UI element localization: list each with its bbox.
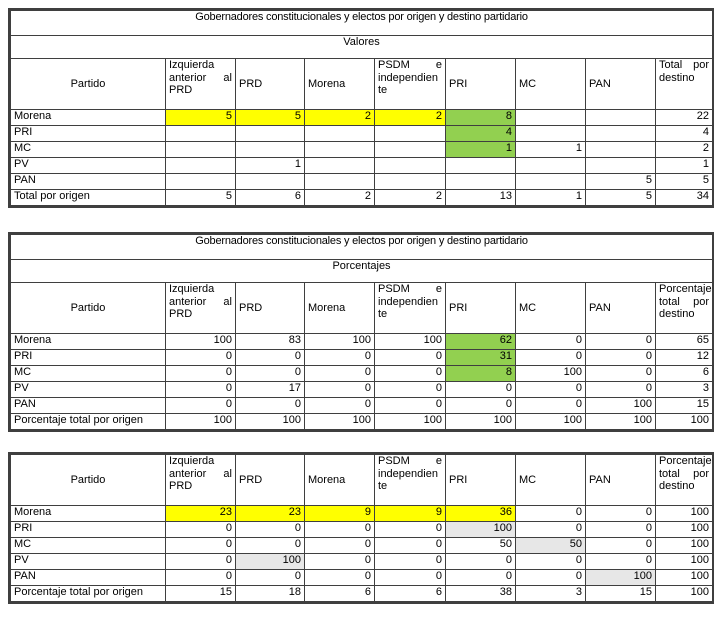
data-cell: 3 bbox=[516, 586, 586, 602]
data-cell bbox=[586, 110, 656, 126]
data-cell bbox=[236, 142, 305, 158]
data-cell: 15 bbox=[586, 586, 656, 602]
header-line-2: independien bbox=[378, 71, 438, 84]
data-cell: 4 bbox=[446, 126, 516, 142]
header-line-3: destino bbox=[659, 480, 695, 492]
data-cell: 0 bbox=[446, 554, 516, 570]
data-cell: 23 bbox=[236, 506, 305, 522]
data-cell: 0 bbox=[586, 522, 656, 538]
table-row bbox=[11, 382, 713, 398]
data-cell bbox=[305, 174, 375, 190]
column-header-prd: PRD bbox=[236, 283, 305, 334]
table-subtitle: Valores bbox=[11, 36, 713, 59]
table-row bbox=[11, 506, 713, 522]
data-cell: 100 bbox=[656, 570, 713, 586]
column-header-porcentaje-total-por-destino bbox=[656, 455, 713, 506]
header-line-1: PSDM e bbox=[378, 283, 442, 295]
data-cell bbox=[375, 142, 446, 158]
row-label: Morena bbox=[11, 506, 166, 522]
data-cell: 50 bbox=[516, 538, 586, 554]
table-subtitle-row bbox=[11, 36, 713, 59]
column-header-pri: PRI bbox=[446, 59, 516, 110]
data-cell: 8 bbox=[446, 366, 516, 382]
data-cell bbox=[305, 142, 375, 158]
data-cell: 5 bbox=[166, 190, 236, 206]
table-subtitle: Porcentajes bbox=[11, 260, 713, 283]
row-label: Morena bbox=[11, 334, 166, 350]
data-cell: 34 bbox=[656, 190, 713, 206]
data-cell: 100 bbox=[516, 414, 586, 430]
data-cell bbox=[305, 126, 375, 142]
data-cell: 1 bbox=[516, 190, 586, 206]
table-body bbox=[11, 506, 713, 602]
header-line-3: destino bbox=[659, 308, 695, 320]
header-line-1: Izquierda bbox=[169, 59, 215, 71]
data-cell: 0 bbox=[166, 522, 236, 538]
data-cell: 0 bbox=[305, 366, 375, 382]
row-label: PRI bbox=[11, 350, 166, 366]
data-cell: 0 bbox=[586, 382, 656, 398]
data-cell: 5 bbox=[166, 110, 236, 126]
header-line-1: Izquierda bbox=[169, 455, 215, 467]
table-header-row bbox=[11, 59, 713, 110]
data-cell: 0 bbox=[236, 522, 305, 538]
data-cell: 6 bbox=[656, 366, 713, 382]
data-cell bbox=[236, 126, 305, 142]
row-label: PV bbox=[11, 554, 166, 570]
data-cell: 2 bbox=[305, 110, 375, 126]
row-label: PRI bbox=[11, 522, 166, 538]
data-cell: 83 bbox=[236, 334, 305, 350]
table-row bbox=[11, 158, 713, 174]
data-cell: 100 bbox=[236, 554, 305, 570]
data-cell: 0 bbox=[305, 398, 375, 414]
data-cell bbox=[586, 158, 656, 174]
data-cell bbox=[516, 126, 586, 142]
column-header-mc: MC bbox=[516, 59, 586, 110]
column-header-izquierda-anterior-al-prd bbox=[166, 283, 236, 334]
table-row bbox=[11, 174, 713, 190]
table-row bbox=[11, 366, 713, 382]
data-cell: 15 bbox=[656, 398, 713, 414]
column-header-partido: Partido bbox=[11, 283, 166, 334]
data-cell: 31 bbox=[446, 350, 516, 366]
data-cell: 2 bbox=[305, 190, 375, 206]
data-cell: 100 bbox=[586, 398, 656, 414]
header-line-3: PRD bbox=[169, 308, 193, 320]
data-cell: 0 bbox=[305, 522, 375, 538]
table bbox=[10, 10, 713, 206]
data-cell: 0 bbox=[166, 382, 236, 398]
header-line-3: te bbox=[378, 84, 388, 96]
data-cell: 0 bbox=[305, 554, 375, 570]
column-header-prd: PRD bbox=[236, 455, 305, 506]
data-cell: 5 bbox=[586, 190, 656, 206]
column-header-pri: PRI bbox=[446, 455, 516, 506]
data-cell: 1 bbox=[446, 142, 516, 158]
data-cell: 12 bbox=[656, 350, 713, 366]
header-line-3: PRD bbox=[169, 84, 193, 96]
data-cell: 0 bbox=[516, 398, 586, 414]
data-cell: 3 bbox=[656, 382, 713, 398]
table-title: Gobernadores constitucionales y electos por origen y destino partidario bbox=[11, 235, 713, 260]
row-label: Total por origen bbox=[11, 190, 166, 206]
header-line-3: destino bbox=[659, 71, 695, 84]
data-cell: 6 bbox=[305, 586, 375, 602]
data-cell: 0 bbox=[446, 382, 516, 398]
data-cell: 18 bbox=[236, 586, 305, 602]
data-cell: 0 bbox=[516, 554, 586, 570]
data-cell: 0 bbox=[586, 350, 656, 366]
row-label: MC bbox=[11, 538, 166, 554]
row-label: PAN bbox=[11, 398, 166, 414]
table-porcentajes-por-origen bbox=[8, 452, 714, 604]
data-cell: 0 bbox=[305, 350, 375, 366]
column-header-morena: Morena bbox=[305, 283, 375, 334]
header-line-1: PSDM e bbox=[378, 455, 442, 467]
data-cell: 2 bbox=[656, 142, 713, 158]
header-line-2: anterior al bbox=[169, 295, 232, 308]
data-cell: 0 bbox=[166, 398, 236, 414]
header-line-1: Porcentaje bbox=[659, 455, 712, 467]
data-cell bbox=[516, 110, 586, 126]
column-header-pan: PAN bbox=[586, 283, 656, 334]
data-cell: 100 bbox=[586, 570, 656, 586]
row-label: PRI bbox=[11, 126, 166, 142]
data-cell: 5 bbox=[656, 174, 713, 190]
header-line-2: total por bbox=[659, 295, 710, 308]
data-cell: 38 bbox=[446, 586, 516, 602]
header-line-1: PSDM e bbox=[378, 59, 442, 71]
data-cell: 100 bbox=[586, 414, 656, 430]
row-label: MC bbox=[11, 366, 166, 382]
header-line-3: te bbox=[378, 308, 388, 320]
table-valores bbox=[8, 8, 714, 208]
data-cell: 100 bbox=[236, 414, 305, 430]
data-cell: 0 bbox=[516, 382, 586, 398]
column-header-morena: Morena bbox=[305, 59, 375, 110]
table-header-row bbox=[11, 283, 713, 334]
table-row bbox=[11, 554, 713, 570]
row-label: PV bbox=[11, 158, 166, 174]
data-cell bbox=[166, 126, 236, 142]
table-row bbox=[11, 350, 713, 366]
data-cell: 0 bbox=[166, 366, 236, 382]
data-cell: 100 bbox=[446, 414, 516, 430]
table-row bbox=[11, 190, 713, 206]
column-header-pri: PRI bbox=[446, 283, 516, 334]
column-header-pan: PAN bbox=[586, 59, 656, 110]
data-cell: 0 bbox=[236, 570, 305, 586]
column-header-psdm-e-independiente bbox=[375, 455, 446, 506]
data-cell bbox=[166, 158, 236, 174]
table-body bbox=[11, 110, 713, 206]
table-row bbox=[11, 142, 713, 158]
column-header-psdm-e-independiente bbox=[375, 59, 446, 110]
data-cell: 0 bbox=[236, 350, 305, 366]
data-cell: 1 bbox=[656, 158, 713, 174]
row-label: PV bbox=[11, 382, 166, 398]
data-cell: 9 bbox=[375, 506, 446, 522]
data-cell bbox=[446, 158, 516, 174]
data-cell: 36 bbox=[446, 506, 516, 522]
data-cell: 0 bbox=[516, 350, 586, 366]
data-cell bbox=[586, 142, 656, 158]
column-header-pan: PAN bbox=[586, 455, 656, 506]
data-cell: 0 bbox=[236, 366, 305, 382]
table-title-row bbox=[11, 11, 713, 36]
data-cell: 0 bbox=[305, 538, 375, 554]
data-cell: 100 bbox=[516, 366, 586, 382]
data-cell: 100 bbox=[656, 538, 713, 554]
data-cell: 65 bbox=[656, 334, 713, 350]
table-row bbox=[11, 586, 713, 602]
column-header-mc: MC bbox=[516, 455, 586, 506]
data-cell: 1 bbox=[236, 158, 305, 174]
row-label: PAN bbox=[11, 174, 166, 190]
data-cell: 0 bbox=[446, 398, 516, 414]
data-cell: 6 bbox=[375, 586, 446, 602]
data-cell bbox=[375, 126, 446, 142]
data-cell: 0 bbox=[375, 398, 446, 414]
data-cell: 0 bbox=[305, 570, 375, 586]
data-cell: 4 bbox=[656, 126, 713, 142]
data-cell: 0 bbox=[586, 538, 656, 554]
data-cell: 17 bbox=[236, 382, 305, 398]
data-cell: 0 bbox=[375, 366, 446, 382]
data-cell: 15 bbox=[166, 586, 236, 602]
data-cell: 100 bbox=[166, 334, 236, 350]
header-line-3: PRD bbox=[169, 480, 193, 492]
data-cell bbox=[375, 158, 446, 174]
data-cell: 0 bbox=[166, 554, 236, 570]
table-porcentajes bbox=[8, 232, 714, 432]
data-cell: 0 bbox=[236, 398, 305, 414]
header-line-2: total por bbox=[659, 467, 709, 480]
data-cell: 0 bbox=[375, 382, 446, 398]
data-cell: 62 bbox=[446, 334, 516, 350]
table bbox=[10, 454, 713, 602]
data-cell: 22 bbox=[656, 110, 713, 126]
data-cell: 0 bbox=[375, 570, 446, 586]
header-line-1: Total por bbox=[659, 59, 710, 71]
row-label: MC bbox=[11, 142, 166, 158]
column-header-prd: PRD bbox=[236, 59, 305, 110]
data-cell: 100 bbox=[656, 522, 713, 538]
column-header-partido: Partido bbox=[11, 59, 166, 110]
data-cell: 0 bbox=[516, 570, 586, 586]
column-header-psdm-e-independiente bbox=[375, 283, 446, 334]
data-cell: 100 bbox=[656, 414, 713, 430]
data-cell bbox=[375, 174, 446, 190]
data-cell: 100 bbox=[166, 414, 236, 430]
data-cell bbox=[305, 158, 375, 174]
row-label: Porcentaje total por origen bbox=[11, 414, 166, 430]
header-line-2: anterior al bbox=[169, 467, 232, 480]
data-cell: 2 bbox=[375, 110, 446, 126]
header-line-1: Izquierda bbox=[169, 283, 215, 295]
data-cell: 2 bbox=[375, 190, 446, 206]
data-cell: 0 bbox=[305, 382, 375, 398]
column-header-total-por-destino bbox=[656, 59, 713, 110]
column-header-partido: Partido bbox=[11, 455, 166, 506]
data-cell bbox=[586, 126, 656, 142]
column-header-mc: MC bbox=[516, 283, 586, 334]
data-cell: 100 bbox=[656, 506, 713, 522]
data-cell: 100 bbox=[656, 586, 713, 602]
row-label: PAN bbox=[11, 570, 166, 586]
data-cell: 0 bbox=[375, 538, 446, 554]
table-row bbox=[11, 110, 713, 126]
data-cell: 0 bbox=[586, 334, 656, 350]
data-cell: 100 bbox=[656, 554, 713, 570]
data-cell: 100 bbox=[375, 414, 446, 430]
data-cell: 6 bbox=[236, 190, 305, 206]
header-line-2: anterior al bbox=[169, 71, 232, 84]
data-cell: 0 bbox=[236, 538, 305, 554]
data-cell: 9 bbox=[305, 506, 375, 522]
data-cell bbox=[166, 174, 236, 190]
table-row bbox=[11, 334, 713, 350]
row-label: Porcentaje total por origen bbox=[11, 586, 166, 602]
data-cell: 1 bbox=[516, 142, 586, 158]
data-cell: 23 bbox=[166, 506, 236, 522]
column-header-izquierda-anterior-al-prd bbox=[166, 59, 236, 110]
table-row bbox=[11, 570, 713, 586]
table-row bbox=[11, 538, 713, 554]
data-cell: 100 bbox=[375, 334, 446, 350]
data-cell: 50 bbox=[446, 538, 516, 554]
table-row bbox=[11, 126, 713, 142]
column-header-porcentaje-total-por-destino bbox=[656, 283, 713, 334]
data-cell: 5 bbox=[236, 110, 305, 126]
data-cell: 0 bbox=[516, 334, 586, 350]
data-cell: 0 bbox=[375, 350, 446, 366]
header-line-1: Porcentaje bbox=[659, 283, 712, 295]
column-header-izquierda-anterior-al-prd bbox=[166, 455, 236, 506]
data-cell: 0 bbox=[586, 366, 656, 382]
data-cell bbox=[516, 158, 586, 174]
table-row bbox=[11, 414, 713, 430]
data-cell: 0 bbox=[166, 350, 236, 366]
data-cell: 13 bbox=[446, 190, 516, 206]
data-cell: 0 bbox=[446, 570, 516, 586]
column-header-morena: Morena bbox=[305, 455, 375, 506]
data-cell: 8 bbox=[446, 110, 516, 126]
data-cell: 100 bbox=[446, 522, 516, 538]
data-cell bbox=[236, 174, 305, 190]
table-header-row bbox=[11, 455, 713, 506]
row-label: Morena bbox=[11, 110, 166, 126]
data-cell: 0 bbox=[166, 538, 236, 554]
data-cell: 0 bbox=[375, 522, 446, 538]
data-cell: 0 bbox=[516, 506, 586, 522]
table-row bbox=[11, 522, 713, 538]
table-subtitle-row bbox=[11, 260, 713, 283]
data-cell: 5 bbox=[586, 174, 656, 190]
data-cell bbox=[516, 174, 586, 190]
table-body bbox=[11, 334, 713, 430]
table-title: Gobernadores constitucionales y electos por origen y destino partidario bbox=[11, 11, 713, 36]
header-line-3: te bbox=[378, 480, 388, 492]
table-title-row bbox=[11, 235, 713, 260]
data-cell: 0 bbox=[586, 506, 656, 522]
data-cell: 0 bbox=[516, 522, 586, 538]
data-cell: 0 bbox=[586, 554, 656, 570]
data-cell: 100 bbox=[305, 334, 375, 350]
data-cell bbox=[166, 142, 236, 158]
table bbox=[10, 234, 713, 430]
data-cell: 0 bbox=[375, 554, 446, 570]
header-line-2: independien bbox=[378, 295, 438, 308]
data-cell: 0 bbox=[166, 570, 236, 586]
data-cell bbox=[446, 174, 516, 190]
data-cell: 100 bbox=[305, 414, 375, 430]
header-line-2: independien bbox=[378, 467, 438, 480]
table-row bbox=[11, 398, 713, 414]
